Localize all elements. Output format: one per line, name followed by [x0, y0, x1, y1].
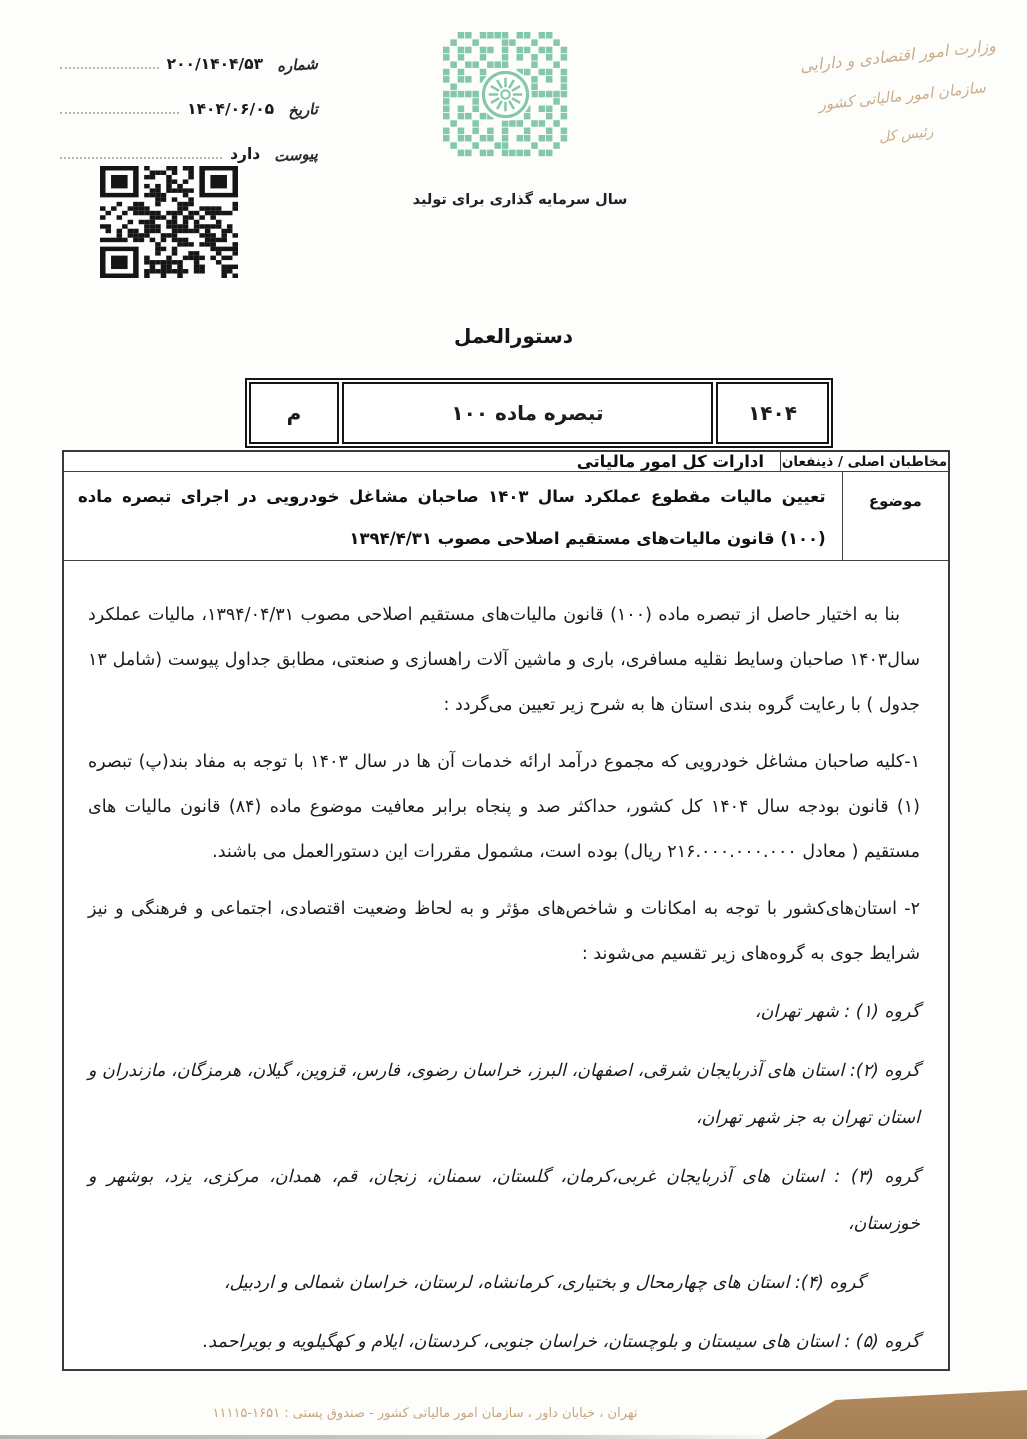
photo-bottom-edge — [0, 1435, 800, 1439]
group-5: گروه (۵) : استان های سیستان و بلوچستان، خراسان جنوبی، کردستان، ایلام و کهگیلویه و بویراحمد. — [202, 1332, 920, 1352]
audience-value: ادارات کل امور مالیاتی — [576, 452, 764, 471]
audience-label: مخاطبان اصلی / ذینفعان — [781, 453, 948, 470]
body-row — [64, 561, 948, 1378]
meta-fields — [60, 44, 322, 179]
header-subject-cell: تبصره ماده ۱۰۰ — [342, 382, 713, 444]
attachment-value: دارد — [230, 145, 261, 163]
office-name: رئیس کل — [878, 123, 935, 146]
letterhead — [777, 24, 1026, 166]
attachment-label: پیوست — [273, 144, 319, 166]
group-3: گروه (۳) : استان های آذربایجان غربی،کرمان، گلستان، سمنان، زنجان، قم، همدان، مرکزی، یزد، بوشهر و خوزستان، — [88, 1167, 921, 1234]
slogan: سال سرمایه گذاری برای تولید — [412, 192, 628, 208]
header-year-cell: ۱۴۰۴ — [716, 382, 829, 444]
organization-name: سازمان امور مالیاتی کشور — [817, 78, 987, 114]
number-label: شماره — [276, 54, 319, 76]
dotted-line — [60, 67, 159, 69]
subject-row — [64, 472, 948, 561]
group-1: گروه (۱) : شهر تهران، — [754, 1002, 920, 1022]
field-attachment — [60, 134, 322, 164]
ministry-name: وزارت امور اقتصادی و دارایی — [799, 35, 997, 76]
body-text — [64, 561, 948, 1378]
number-value: ۲۰۰/۱۴۰۴/۵۳ — [166, 55, 264, 73]
subject-value: تعیین مالیات مقطوع عملکرد سال ۱۴۰۳ صاحبان مشاغل خودرویی در اجرای تبصره ماده (۱۰۰) قانون مالیات‌های مستقیم اصلاحی مصوب ۱۳۹۴/۴/۳۱ — [78, 487, 826, 548]
audience-row — [64, 452, 948, 472]
header-code-cell: م — [249, 382, 339, 444]
document-title: دستورالعمل — [453, 324, 574, 348]
paragraph-item2: ۲- استان‌های‌کشور با توجه به امکانات و شاخص‌های مؤثر و به لحاظ وضعیت اقتصادی، اجتماعی و فرهنگی و نیز شرایط جوی به گروه‌های زیر تقسیم می‌شوند : — [88, 899, 920, 964]
header-table — [245, 378, 833, 448]
dotted-line — [60, 112, 179, 114]
qr-code — [100, 166, 238, 278]
subject-label: موضوع — [842, 472, 948, 560]
info-table — [62, 450, 950, 1371]
footer-address: تهران ، خیابان داور ، سازمان امور مالیاتی کشور - صندوق پستی : ۱۶۵۱-۱۱۱۱۵ — [212, 1406, 638, 1421]
date-value: ۱۴۰۴/۰۶/۰۵ — [187, 100, 275, 118]
paragraph-intro: بنا به اختیار حاصل از تبصره ماده (۱۰۰) قانون مالیات‌های مستقیم اصلاحی مصوب ۱۳۹۴/۰۴/۳۱، مالیات عملکرد سال۱۴۰۳ صاحبان وسایط نقلیه مسافری، باری و ماشین آلات راهسازی و صنعتی، مطابق جداول پیوست (شامل ۱۳ جدول ) با رعایت گروه بندی استان ها به شرح زیر تعیین می‌گردد : — [88, 605, 920, 715]
dotted-line — [60, 157, 222, 159]
field-date — [60, 89, 322, 119]
group-4: گروه (۴): استان های چهارمحال و بختیاری، کرمانشاه، لرستان، خراسان شمالی و اردبیل، — [223, 1273, 865, 1293]
group-2: گروه (۲): استان های آذربایجان شرقی، اصفهان، البرز، خراسان رضوی، فارس، قزوین، گیلان، هرمزگان، مازندران و استان تهران به جز شهر تهران، — [88, 1061, 920, 1128]
field-number — [60, 44, 322, 74]
paragraph-item1: ۱-کلیه صاحبان مشاغل خودرویی که مجموع درآمد ارائه خدمات آن ها در سال ۱۴۰۳ با توجه به مفاد بند(پ) تبصره (۱) قانون بودجه سال ۱۴۰۴ کل کشور، حداکثر صد و پنجاه برابر معافیت موضوع ماده (۸۴) قانون مالیات های مستقیم ( معادل ۲۱۶.۰۰۰.۰۰۰.۰۰۰ ریال) بوده است، مشمول مقررات این دستورالعمل می باشند. — [88, 752, 920, 862]
date-label: تاریخ — [287, 99, 319, 121]
tax-logo — [443, 32, 568, 157]
desk-corner — [765, 1389, 1027, 1439]
